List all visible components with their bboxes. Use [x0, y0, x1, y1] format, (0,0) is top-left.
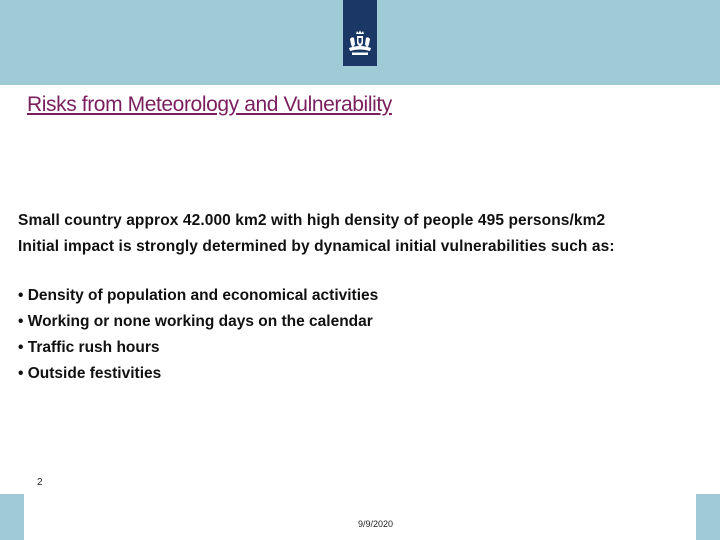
footer-box	[24, 494, 696, 540]
bullet-item: • Density of population and economical activities	[18, 287, 379, 304]
page-number: 2	[37, 477, 43, 488]
bullet-list	[18, 283, 378, 387]
body-line: Initial impact is strongly determined by dynamical initial vulnerabilities such as:	[18, 238, 615, 255]
bullet-item: • Traffic rush hours	[18, 339, 160, 356]
body-line: Small country approx 42.000 km2 with high density of people 495 persons/km2	[18, 212, 606, 229]
emblem-banner	[343, 0, 377, 66]
footer-date: 9/9/2020	[358, 519, 394, 529]
royal-coat-of-arms-icon	[346, 30, 374, 58]
body-text	[18, 208, 615, 260]
slide-title: Risks from Meteorology and Vulnerability	[27, 93, 392, 116]
bullet-item: • Working or none working days on the calendar	[18, 313, 373, 330]
bullet-item: • Outside festivities	[18, 365, 162, 382]
